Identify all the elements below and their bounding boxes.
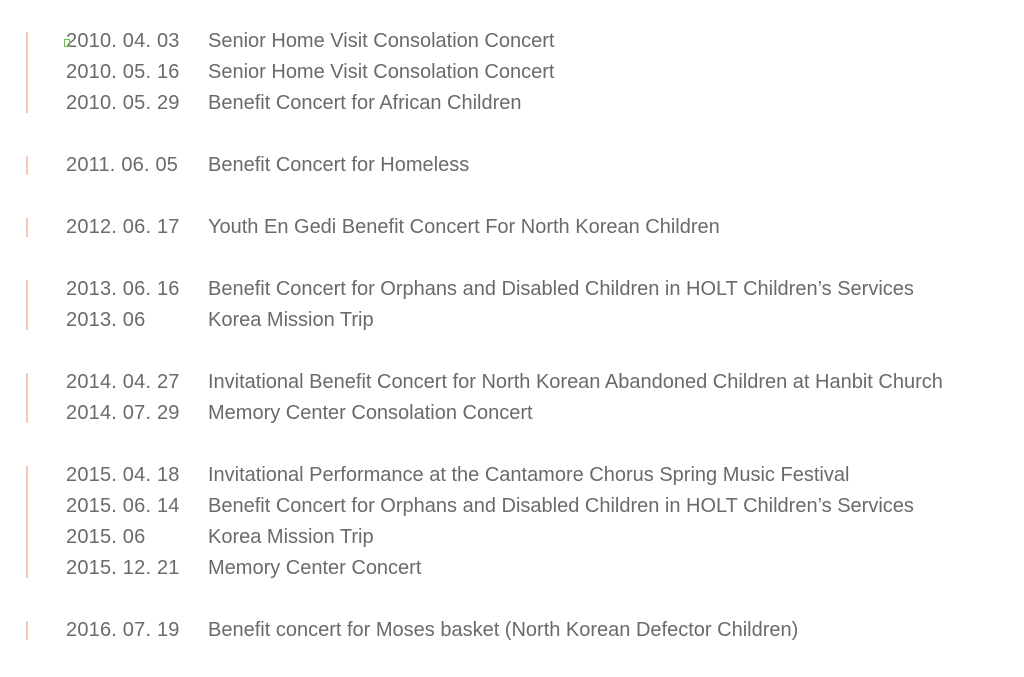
entry-date: 2015. 04. 18	[66, 464, 180, 486]
entry-date: 2015. 12. 21	[66, 557, 180, 579]
timeline-entry	[0, 150, 1024, 181]
entry-title: Benefit concert for Moses basket (North Korean Defector Children)	[208, 619, 799, 641]
timeline-entry	[0, 615, 1024, 646]
entry-title: Benefit Concert for Orphans and Disabled Children in HOLT Children’s Services	[208, 278, 914, 300]
entry-date: 2015. 06. 14	[66, 495, 180, 517]
timeline-entry	[0, 88, 1024, 119]
timeline-entry	[0, 398, 1024, 429]
entry-date: 2010. 04. 03	[66, 30, 180, 52]
entry-title: Senior Home Visit Consolation Concert	[208, 30, 555, 52]
year-group-2010	[0, 26, 1024, 119]
entry-title: Invitational Benefit Concert for North Korean Abandoned Children at Hanbit Church	[208, 371, 943, 393]
entry-date: 2016. 07. 19	[66, 619, 180, 641]
timeline-entry	[0, 460, 1024, 491]
entry-date: 2014. 07. 29	[66, 402, 180, 424]
entry-title: Korea Mission Trip	[208, 526, 374, 548]
entry-title: Benefit Concert for Orphans and Disabled Children in HOLT Children’s Services	[208, 495, 914, 517]
timeline-entry	[0, 212, 1024, 243]
timeline-entry	[0, 522, 1024, 553]
entry-title: Senior Home Visit Consolation Concert	[208, 61, 555, 83]
entry-date: 2011. 06. 05	[66, 154, 179, 176]
entry-date: 2012. 06. 17	[66, 216, 180, 238]
entry-date: 2014. 04. 27	[66, 371, 180, 393]
timeline-entry	[0, 26, 1024, 57]
entry-title: Korea Mission Trip	[208, 309, 374, 331]
timeline-entry	[0, 491, 1024, 522]
timeline-entry	[0, 553, 1024, 584]
entry-title: Benefit Concert for Homeless	[208, 154, 470, 176]
entry-date: 2013. 06. 16	[66, 278, 180, 300]
year-group-2016	[0, 615, 1024, 646]
timeline-entry	[0, 57, 1024, 88]
entry-title: Benefit Concert for African Children	[208, 92, 522, 114]
entry-title: Memory Center Concert	[208, 557, 422, 579]
year-group-2015	[0, 460, 1024, 584]
timeline-entry	[0, 274, 1024, 305]
text-cursor-handle[interactable]	[64, 39, 70, 47]
entry-title: Youth En Gedi Benefit Concert For North Korean Children	[208, 216, 720, 238]
year-group-2011	[0, 150, 1024, 181]
year-group-2013	[0, 274, 1024, 336]
history-timeline	[0, 26, 1024, 677]
timeline-entry	[0, 367, 1024, 398]
timeline-entry	[0, 305, 1024, 336]
entry-title: Memory Center Consolation Concert	[208, 402, 533, 424]
entry-date: 2010. 05. 29	[66, 92, 180, 114]
year-group-2012	[0, 212, 1024, 243]
entry-date: 2010. 05. 16	[66, 61, 180, 83]
entry-title: Invitational Performance at the Cantamore Chorus Spring Music Festival	[208, 464, 850, 486]
year-group-2014	[0, 367, 1024, 429]
entry-date: 2015. 06	[66, 526, 146, 548]
entry-date: 2013. 06	[66, 309, 146, 331]
